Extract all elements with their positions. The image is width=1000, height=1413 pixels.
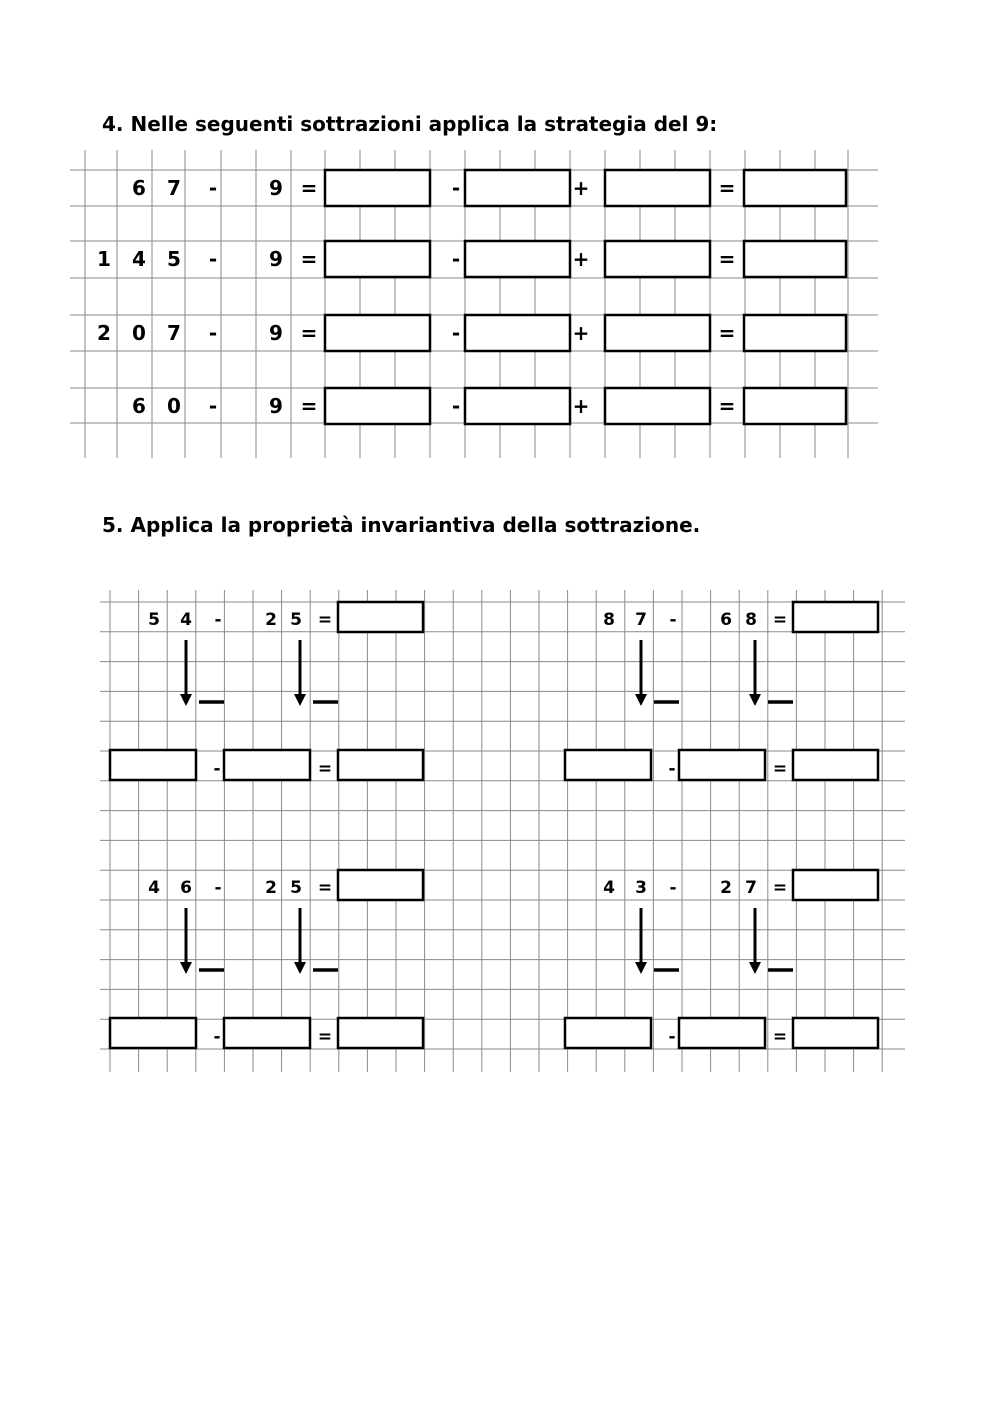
answer-box[interactable] <box>565 750 651 780</box>
answer-box[interactable] <box>110 750 196 780</box>
answer-box[interactable] <box>224 750 310 780</box>
arrow-head-icon <box>294 694 306 706</box>
answer-box[interactable] <box>744 241 846 277</box>
answer-box[interactable] <box>224 1018 310 1048</box>
subtrahend-digit: 9 <box>269 176 283 200</box>
answer-box[interactable] <box>465 241 570 277</box>
subtrahend-digit: 2 <box>265 878 277 898</box>
equals-sign: = <box>317 610 333 630</box>
arrow-head-icon <box>635 962 647 974</box>
answer-box[interactable] <box>679 1018 765 1048</box>
minuend-digit: 3 <box>635 878 647 898</box>
arrow-head-icon <box>635 694 647 706</box>
exercise-4 <box>565 870 878 1048</box>
equals-sign: = <box>718 176 736 200</box>
plus-sign: + <box>572 247 590 271</box>
arrow-head-icon <box>180 694 192 706</box>
subtrahend-digit: 2 <box>720 878 732 898</box>
equals-sign: = <box>772 878 788 898</box>
subtrahend-digit: 9 <box>269 247 283 271</box>
subtrahend-digit: 5 <box>290 610 302 630</box>
answer-box[interactable] <box>744 315 846 351</box>
equals-sign: = <box>718 394 736 418</box>
equals-sign: = <box>772 1027 788 1047</box>
minuend-digit: 6 <box>132 176 146 200</box>
answer-box[interactable] <box>465 315 570 351</box>
subtrahend-digit: 9 <box>269 321 283 345</box>
minus-sign: - <box>451 176 461 200</box>
minus-sign: - <box>208 321 218 345</box>
exercise-3 <box>110 870 423 1048</box>
equals-sign: = <box>317 759 333 779</box>
minuend-digit: 5 <box>148 610 160 630</box>
answer-box[interactable] <box>325 388 430 424</box>
equals-sign: = <box>718 321 736 345</box>
minuend-digit: 4 <box>603 878 615 898</box>
minus-sign: - <box>208 247 218 271</box>
answer-box[interactable] <box>605 388 710 424</box>
answer-box[interactable] <box>679 750 765 780</box>
equals-sign: = <box>718 247 736 271</box>
equals-sign: = <box>772 610 788 630</box>
minuend-digit: 5 <box>167 247 181 271</box>
minuend-digit: 4 <box>148 878 160 898</box>
answer-box[interactable] <box>338 602 423 632</box>
answer-box[interactable] <box>605 315 710 351</box>
equals-sign: = <box>317 878 333 898</box>
plus-sign: + <box>572 321 590 345</box>
answer-box[interactable] <box>110 1018 196 1048</box>
answer-box[interactable] <box>325 241 430 277</box>
plus-sign: + <box>572 394 590 418</box>
equals-sign: = <box>300 394 318 418</box>
answer-box[interactable] <box>338 750 423 780</box>
minuend-digit: 7 <box>167 321 181 345</box>
minuend-digit: 2 <box>97 321 111 345</box>
minus-sign: - <box>208 176 218 200</box>
equals-sign: = <box>300 176 318 200</box>
answer-box[interactable] <box>325 170 430 206</box>
minus-sign: - <box>451 394 461 418</box>
answer-box[interactable] <box>605 241 710 277</box>
minus-sign: - <box>214 610 222 630</box>
arrow-head-icon <box>749 694 761 706</box>
answer-box[interactable] <box>565 1018 651 1048</box>
answer-box[interactable] <box>744 170 846 206</box>
equals-sign: = <box>300 321 318 345</box>
section-4-title: 4. Nelle seguenti sottrazioni applica la strategia del 9: <box>102 112 718 136</box>
minuend-digit: 0 <box>167 394 181 418</box>
answer-box[interactable] <box>793 602 878 632</box>
minus-sign: - <box>208 394 218 418</box>
answer-box[interactable] <box>793 1018 878 1048</box>
answer-box[interactable] <box>465 388 570 424</box>
arrow-head-icon <box>294 962 306 974</box>
minus-sign: - <box>213 759 221 779</box>
answer-box[interactable] <box>744 388 846 424</box>
strategy-9-grid <box>70 150 878 458</box>
answer-box[interactable] <box>338 870 423 900</box>
section-5-title: 5. Applica la proprietà invariantiva della sottrazione. <box>102 513 701 537</box>
answer-box[interactable] <box>465 170 570 206</box>
minus-sign: - <box>669 878 677 898</box>
subtrahend-digit: 2 <box>265 610 277 630</box>
plus-sign: + <box>572 176 590 200</box>
minus-sign: - <box>668 759 676 779</box>
minus-sign: - <box>214 878 222 898</box>
minuend-digit: 4 <box>132 247 146 271</box>
subtrahend-digit: 9 <box>269 394 283 418</box>
minus-sign: - <box>451 247 461 271</box>
invariant-property-grid <box>100 590 905 1072</box>
minuend-digit: 0 <box>132 321 146 345</box>
answer-box[interactable] <box>338 1018 423 1048</box>
subtrahend-digit: 7 <box>745 878 757 898</box>
answer-box[interactable] <box>605 170 710 206</box>
answer-box[interactable] <box>793 750 878 780</box>
minuend-digit: 6 <box>132 394 146 418</box>
minus-sign: - <box>669 610 677 630</box>
minuend-digit: 6 <box>180 878 192 898</box>
minuend-digit: 7 <box>167 176 181 200</box>
arrow-head-icon <box>180 962 192 974</box>
subtrahend-digit: 5 <box>290 878 302 898</box>
minus-sign: - <box>213 1027 221 1047</box>
equals-sign: = <box>772 759 788 779</box>
answer-box[interactable] <box>793 870 878 900</box>
equals-sign: = <box>300 247 318 271</box>
arrow-head-icon <box>749 962 761 974</box>
minuend-digit: 1 <box>97 247 111 271</box>
minus-sign: - <box>668 1027 676 1047</box>
minuend-digit: 4 <box>180 610 192 630</box>
minuend-digit: 8 <box>603 610 615 630</box>
answer-box[interactable] <box>325 315 430 351</box>
minus-sign: - <box>451 321 461 345</box>
minuend-digit: 7 <box>635 610 647 630</box>
equals-sign: = <box>317 1027 333 1047</box>
subtrahend-digit: 8 <box>745 610 757 630</box>
subtrahend-digit: 6 <box>720 610 732 630</box>
